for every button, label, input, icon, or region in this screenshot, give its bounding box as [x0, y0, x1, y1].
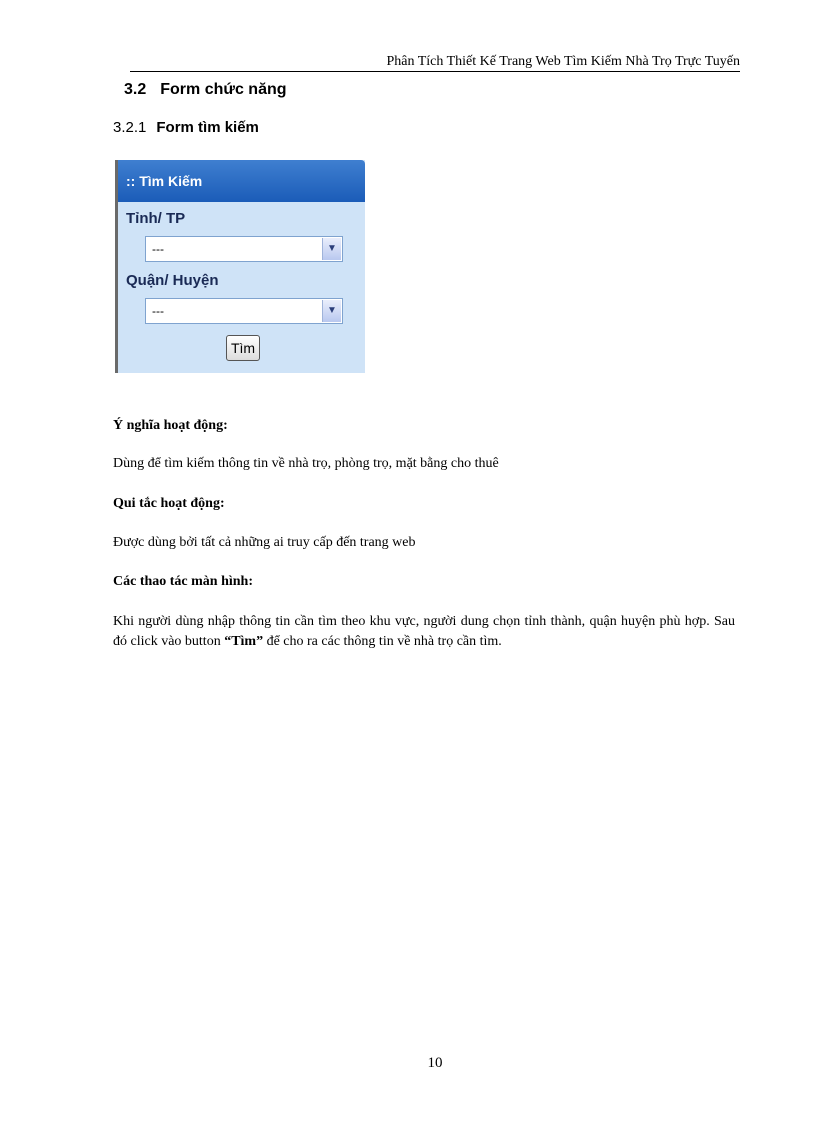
chevron-down-icon[interactable]: ▼ [322, 238, 341, 260]
subsection-title: Form tìm kiếm [156, 119, 259, 136]
rules-text: Được dùng bởi tất cả những ai truy cấp đến trang web [113, 535, 416, 550]
section-number: 3.2 [124, 81, 147, 98]
district-label: Quận/ Huyện [126, 272, 219, 289]
search-form-title: :: Tìm Kiếm [118, 160, 365, 202]
province-label: Tỉnh/ TP [126, 210, 186, 227]
operations-text [113, 612, 735, 652]
chevron-down-icon[interactable]: ▼ [322, 300, 341, 322]
running-header: Phân Tích Thiết Kế Trang Web Tìm Kiếm Nhà Trọ Trực Tuyến [130, 54, 740, 72]
operations-heading: Các thao tác màn hình: [113, 574, 254, 589]
rules-heading: Qui tắc hoạt động: [113, 496, 225, 511]
page-number: 10 [427, 1055, 443, 1071]
section-title: Form chức năng [160, 81, 287, 98]
search-form-screenshot [115, 160, 365, 373]
operations-text-part2: để cho ra các thông tin về nhà trọ cần tìm. [263, 634, 502, 649]
section-heading [124, 81, 287, 99]
province-select-value: --- [152, 242, 164, 256]
district-select[interactable] [145, 298, 343, 324]
search-button[interactable]: Tìm [226, 335, 260, 361]
meaning-heading: Ý nghĩa hoạt động: [113, 418, 228, 433]
province-select[interactable] [145, 236, 343, 262]
district-select-value: --- [152, 304, 164, 318]
operations-button-name: “Tìm” [224, 634, 264, 649]
subsection-heading [113, 119, 259, 136]
meaning-text: Dùng để tìm kiếm thông tin về nhà trọ, phòng trọ, mặt bằng cho thuê [113, 456, 499, 471]
subsection-number: 3.2.1 [113, 119, 147, 136]
operations-text-part1: Khi người dùng nhập thông tin cần tìm theo khu vực, người dung chọn tỉnh thành, quận huyện phù hợp. Sau đó click vào button [113, 614, 735, 649]
